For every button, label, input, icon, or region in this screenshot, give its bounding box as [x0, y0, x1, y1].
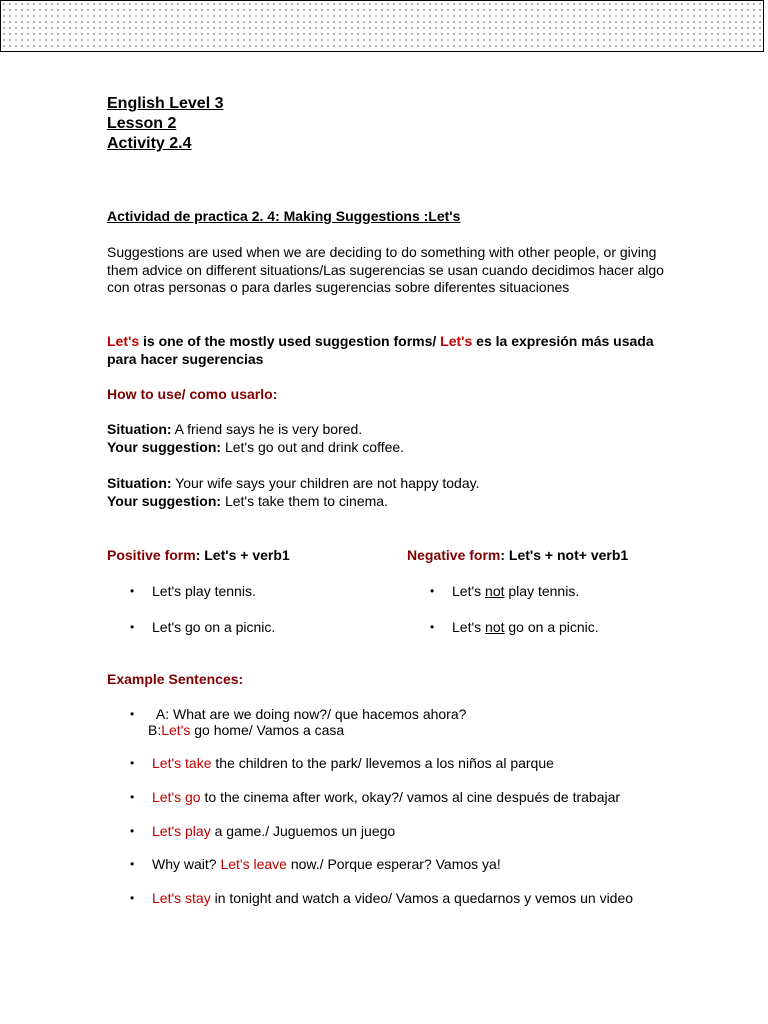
list-item — [130, 619, 276, 635]
situation-block-2 — [107, 475, 479, 510]
negative-form-formula: : Let's + not+ verb1 — [500, 547, 629, 563]
example-text: now./ Porque esperar? Vamos ya! — [286, 856, 501, 872]
negative-example-pre: Let's — [452, 583, 486, 599]
bullet-icon: • — [130, 857, 135, 871]
negative-example-pre: Let's — [452, 619, 486, 635]
example-text: go home/ Vamos a casa — [190, 722, 345, 738]
header-pattern-band — [0, 0, 764, 52]
positive-form-heading — [107, 547, 290, 565]
example-text: a game./ Juguemos un juego — [210, 823, 396, 839]
suggestion-text: Let's go out and drink coffee. — [221, 438, 405, 455]
intro-paragraph: Suggestions are used when we are deciding to do something with other people, or giving them advice on different situations/Las sugerencias se usan cuando decidimos hacer algo con otras personas o para darles sugerencias sobre diferentes situaciones — [107, 244, 664, 295]
positive-form-label: Positive form — [107, 547, 196, 563]
activity-heading: Actividad de practica 2. 4: Making Suggestions :Let's — [107, 208, 461, 224]
bullet-icon: • — [130, 756, 135, 770]
list-item — [430, 619, 599, 635]
lets-statement-part1: is one of the mostly used suggestion forms/ — [139, 333, 441, 349]
example-lets: Let's stay — [152, 890, 211, 906]
situation-text: A friend says he is very bored. — [171, 421, 363, 437]
positive-example: Let's go on a picnic. — [152, 619, 276, 635]
list-item — [130, 890, 642, 906]
bullet-icon: • — [130, 790, 135, 804]
activity-title: Activity 2.4 — [107, 135, 192, 152]
negative-form-heading — [407, 547, 628, 565]
bullet-icon: • — [430, 620, 435, 634]
bullet-icon: • — [130, 584, 135, 598]
list-item — [430, 583, 580, 599]
bullet-icon: • — [130, 707, 135, 721]
example-lets: Let's — [161, 722, 191, 738]
example-text: to the cinema after work, okay?/ vamos al cine después de trabajar — [200, 789, 621, 805]
lesson-title: Lesson 2 — [107, 115, 177, 132]
list-item — [130, 755, 662, 771]
lets-statement — [107, 333, 667, 368]
bullet-icon: • — [130, 620, 135, 634]
example-text: the children to the park/ llevemos a los niños al parque — [211, 755, 554, 771]
example-text: A: What are we doing now?/ que hacemos ahora? — [155, 706, 467, 722]
example-text: Why wait? — [152, 856, 221, 872]
lets-keyword: Let's — [440, 333, 473, 349]
list-item — [130, 856, 662, 872]
example-text: B: — [148, 722, 162, 738]
list-item — [130, 583, 256, 599]
suggestion-text: Let's take them to cinema. — [221, 492, 388, 509]
bullet-icon: • — [430, 584, 435, 598]
negative-example-post: play tennis. — [504, 583, 580, 599]
negative-form-label: Negative form — [407, 547, 501, 563]
lets-keyword: Let's — [107, 333, 140, 349]
example-lets: Let's take — [152, 755, 212, 771]
situation-label: Situation: — [107, 421, 172, 437]
suggestion-label: Your suggestion: — [107, 438, 222, 455]
situation-block-1 — [107, 421, 404, 456]
document-body — [107, 94, 667, 906]
how-to-use-heading: How to use/ como usarlo: — [107, 386, 278, 402]
situation-text: Your wife says your children are not happy today. — [171, 475, 480, 491]
example-lets: Let's leave — [220, 856, 287, 872]
bullet-icon: • — [130, 824, 135, 838]
bullet-icon: • — [130, 891, 135, 905]
example-lets: Let's go — [152, 789, 201, 805]
negative-example-not: not — [485, 583, 505, 599]
negative-example-not: not — [485, 619, 505, 635]
list-item — [130, 789, 672, 805]
example-lets: Let's play — [152, 823, 211, 839]
lets-statement-part2: es la expresión más usada para hacer sugerencias — [107, 333, 654, 367]
negative-example-post: go on a picnic. — [504, 619, 599, 635]
suggestion-label: Your suggestion: — [107, 492, 222, 509]
situation-label: Situation: — [107, 475, 172, 491]
positive-form-formula: : Let's + verb1 — [195, 547, 290, 563]
list-item — [130, 706, 652, 738]
course-title: English Level 3 — [107, 95, 224, 112]
example-sentences-heading: Example Sentences: — [107, 671, 244, 687]
list-item — [130, 823, 662, 839]
example-text: in tonight and watch a video/ Vamos a quedarnos y vemos un video — [210, 890, 634, 906]
positive-example: Let's play tennis. — [152, 583, 256, 599]
